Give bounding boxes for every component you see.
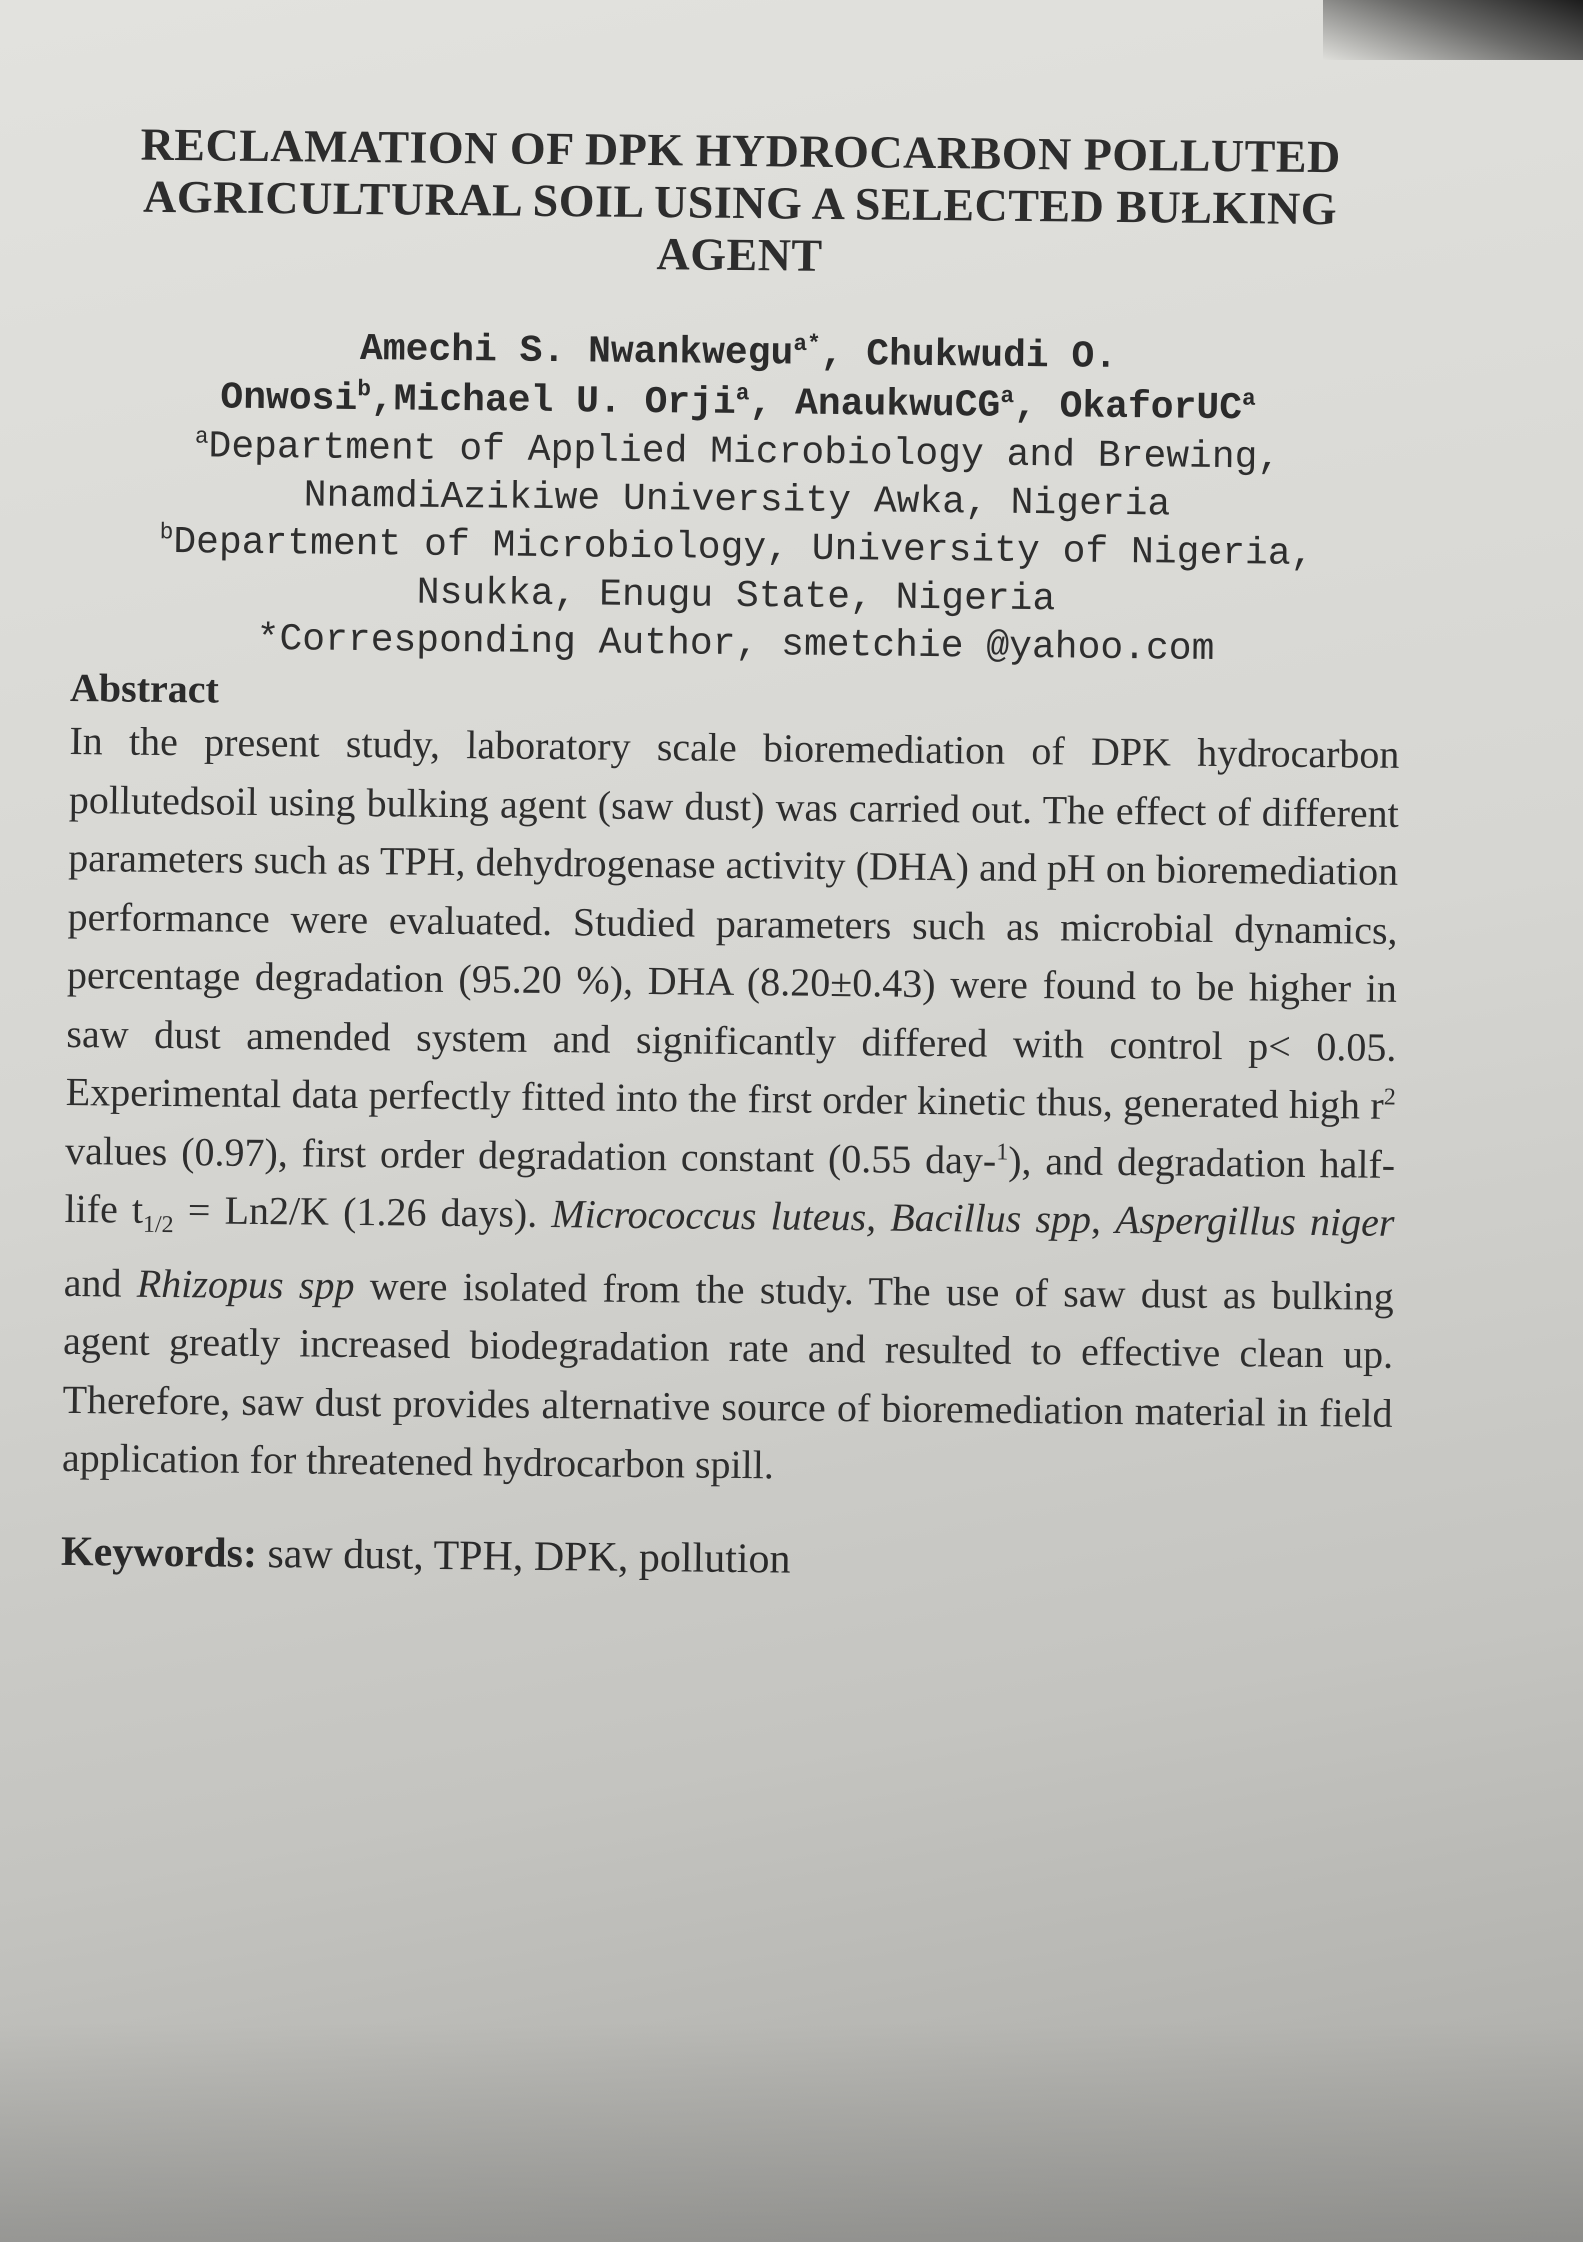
author-name: Chukwudi O. xyxy=(866,333,1118,379)
author-superscript: a xyxy=(1000,383,1015,410)
keywords xyxy=(61,1525,1391,1591)
species-name: Micrococcus luteus, Bacillus spp xyxy=(551,1191,1092,1242)
title-line-1: RECLAMATION OF DPK HYDROCARBON POLLUTED xyxy=(140,118,1342,183)
affiliation-superscript: b xyxy=(159,519,174,546)
affiliation-superscript: a xyxy=(194,423,209,450)
keywords-label: Keywords: xyxy=(60,1528,258,1577)
affiliations xyxy=(70,422,1402,676)
author-name: Onwosi xyxy=(220,376,358,421)
affiliation-b-line-2: Nsukka, Enugu State, Nigeria xyxy=(416,571,1056,622)
author-superscript: a xyxy=(1241,385,1256,412)
article-front-matter xyxy=(61,118,1406,1591)
affiliation-text: Department of Microbiology, University of Nigeria, xyxy=(173,521,1314,576)
species-name: Aspergillus niger xyxy=(1114,1196,1395,1245)
abstract-text: ), and degradation half-life t xyxy=(64,1137,1396,1232)
corresponding-author: *Corresponding Author, smetchie @yahoo.com xyxy=(256,617,1215,671)
half-life-subscript: 1/2 xyxy=(142,1211,174,1239)
author-separator: , xyxy=(1013,384,1060,429)
day-superscript: 1 xyxy=(996,1138,1009,1165)
affiliation-a-line-2: NnamdiAzikiwe University Awka, Nigeria xyxy=(303,474,1171,527)
r-squared-superscript: 2 xyxy=(1383,1084,1396,1111)
abstract-text: were isolated from the study. The use of saw dust as bulking agent greatly increased biodegradation rate and resulted to effective clean up. Therefore, saw dust provides alternative source of bioremediation material in field application for threatened hydrocarbon spill. xyxy=(61,1262,1394,1488)
author-separator: , xyxy=(820,332,867,377)
keywords-text: saw dust, TPH, DPK, pollution xyxy=(256,1530,791,1583)
author-name: OkaforUC xyxy=(1059,385,1243,431)
title-line-3: AGENT xyxy=(656,228,823,281)
author-separator: , xyxy=(749,382,796,426)
title-line-2: AGRICULTURAL SOIL USING A SELECTED BUŁKING xyxy=(142,170,1338,235)
abstract-text: , xyxy=(1090,1196,1116,1242)
abstract-text: values (0.97), first order degradation constant (0.55 day- xyxy=(64,1127,997,1183)
abstract-text: = Ln2/K (1.26 days). xyxy=(173,1187,552,1237)
author-name: Michael U. Orji xyxy=(393,378,736,425)
abstract-text: and xyxy=(63,1259,138,1306)
author-superscript: a xyxy=(735,380,750,407)
author-name: Amechi S. Nwankwegu xyxy=(359,327,794,376)
author-name: AnaukwuCG xyxy=(794,382,1001,428)
page-shadow-corner xyxy=(1323,0,1583,60)
abstract-text: In the present study, laboratory scale bioremediation of DPK hydrocarbon pollutedsoil using bulking agent (saw dust) was carried out. The effect of different parameters such as TPH, dehydrogenase activity (DHA) and pH on bioremediation performance were evaluated. Studied parameters such as microbial dynamics, percentage degradation (95.20 %), DHA (8.20±0.43) were found to be higher in saw dust amended system and significantly differed with control p< 0.05. Experimental data perfectly fitted into the first order kinetic thus, generated high r xyxy=(65,717,1400,1128)
author-superscript: b xyxy=(357,376,372,403)
abstract-body xyxy=(62,712,1400,1501)
author-separator: , xyxy=(370,378,394,422)
article-title xyxy=(74,118,1406,288)
species-name: Rhizopus spp xyxy=(136,1260,355,1308)
affiliation-text: Department of Applied Microbiology and Brewing, xyxy=(208,425,1281,480)
author-superscript: a* xyxy=(793,330,821,358)
abstract-heading: Abstract xyxy=(69,664,220,712)
page-shadow-bottom xyxy=(0,2022,1583,2242)
author-list xyxy=(73,322,1404,436)
